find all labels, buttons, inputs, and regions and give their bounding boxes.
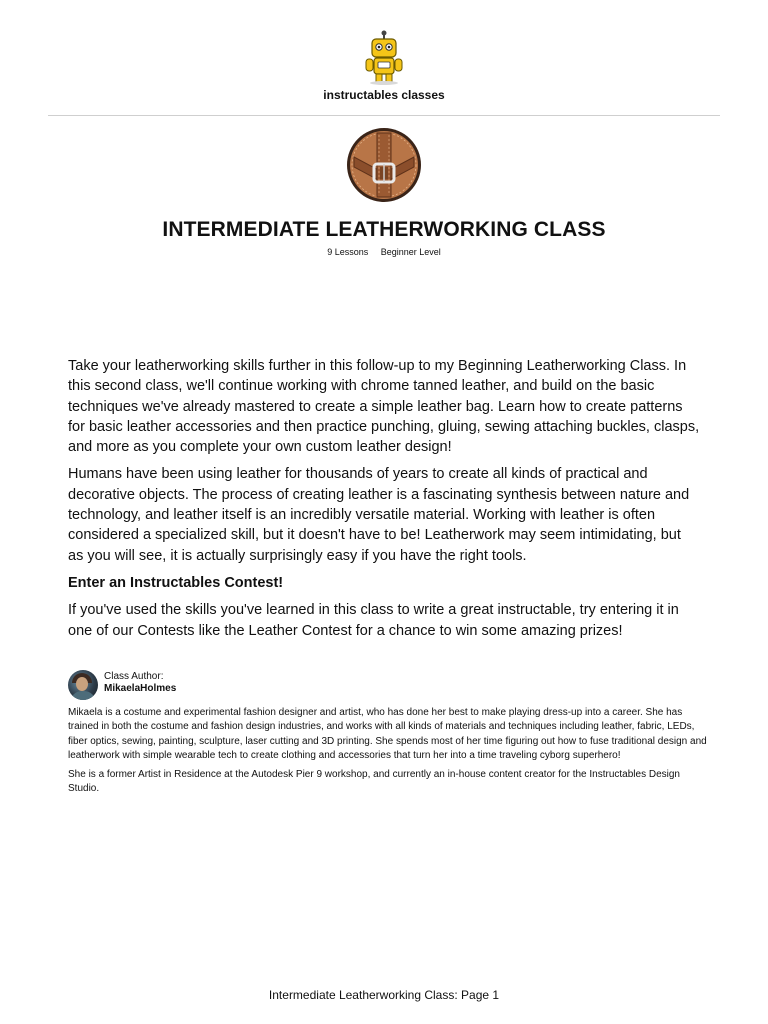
author-bio bbox=[68, 706, 708, 802]
author-name[interactable]: MikaelaHolmes bbox=[104, 683, 177, 694]
contest-paragraph: If you've used the skills you've learned in this class to write a great instructable, try entering it in one of our Contests like the Leather Contest for a chance to win some amazing prizes! bbox=[68, 602, 679, 639]
class-level: Beginner Level bbox=[380, 247, 441, 257]
author-avatar bbox=[68, 670, 98, 700]
bio-paragraph: She is a former Artist in Residence at the Autodesk Pier 9 workshop, and currently an in-house content creator for the Instructables Design Studio. bbox=[68, 769, 680, 795]
bio-paragraph: Mikaela is a costume and experimental fashion designer and artist, who has done her best to make playing dress-up into a career. She has trained in both the costume and fashion design industries, and works with all kinds of materials and techniques including leather, fabric, LEDs, fiber optics, sewing, painting, sculpture, laser cutting and 3D printing. She spends most of her time figuring out how to fuse traditional design and leatherwork with simple wearable tech to create clothing and accessories that turn her into a time traveling cyborg superhero! bbox=[68, 707, 707, 761]
site-name: instructables classes bbox=[323, 88, 445, 102]
header-divider bbox=[48, 115, 720, 116]
class-description bbox=[68, 356, 700, 648]
lesson-count: 9 Lessons bbox=[327, 247, 369, 257]
page-footer: Intermediate Leatherworking Class: Page 1 bbox=[268, 988, 500, 1002]
description-paragraph: Humans have been using leather for thousands of years to create all kinds of practical and decorative objects. The process of creating leather is a fascinating synthesis between nature and technology, and leather itself is an incredibly versatile material. Working with leather is often considered a specialized skill, but it doesn't have to be! Leatherwork may seem intimidating, but as you will see, it is actually surprisingly easy if you have the right tools. bbox=[68, 466, 690, 564]
contest-heading: Enter an Instructables Contest! bbox=[68, 574, 284, 591]
class-title: INTERMEDIATE LEATHERWORKING CLASS bbox=[162, 218, 606, 241]
description-paragraph: Take your leatherworking skills further in this follow-up to my Beginning Leatherworking Class. In this second class, we'll continue working with chrome tanned leather, and build on the basic techniques we've already mastered to create a simple leather bag. Learn how to create patterns for basic leather accessories and then practice punching, gluing, sewing attaching buckles, clasps, and more as you complete your own custom leather design! bbox=[68, 358, 700, 456]
author-label: Class Author: bbox=[104, 671, 164, 682]
instructables-robot-icon bbox=[362, 30, 406, 86]
leather-strap-buckle-icon bbox=[346, 127, 422, 203]
class-meta bbox=[0, 247, 768, 257]
